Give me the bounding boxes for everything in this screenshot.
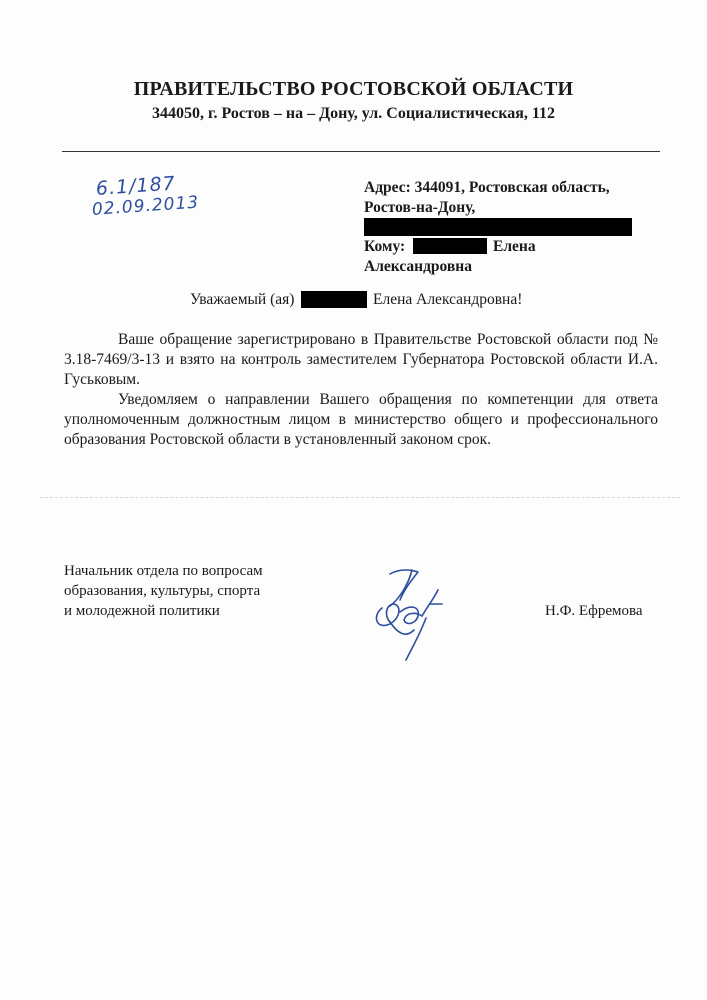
- signatory-position-line2: образования, культуры, спорта: [64, 583, 261, 599]
- redaction-address: [364, 218, 632, 236]
- recipient-first-name: Елена: [493, 238, 536, 255]
- header-title: ПРАВИТЕЛЬСТВО РОСТОВСКОЙ ОБЛАСТИ: [133, 78, 574, 100]
- recipient-address-line2: Ростов-на-Дону,: [364, 199, 476, 216]
- registration-date: 02.09.2013: [91, 192, 200, 220]
- letter-body: [64, 330, 658, 450]
- registration-number: 6.1/187: [95, 172, 177, 200]
- signatory-name: Н.Ф. Ефремова: [545, 603, 643, 619]
- redaction-surname: [413, 238, 487, 254]
- signatory-position: [64, 561, 263, 621]
- recipient-to-label: Кому:: [364, 238, 406, 255]
- header-divider: [62, 151, 660, 152]
- body-paragraph-2: Уведомляем о направлении Вашего обращения по компетенции для ответа уполномоченным должностным лицом в министерство общего и профессионального образования Ростовской области в установленный законом срок.: [64, 391, 658, 448]
- salutation-suffix: Елена Александровна!: [373, 291, 523, 308]
- body-paragraph-1: Ваше обращение зарегистрировано в Правительстве Ростовской области под № 3.18-7469/3-13 и взято на контроль заместителем Губернатора Ростовской области И.А. Гуськовым.: [64, 331, 658, 388]
- signatory-position-line1: Начальник отдела по вопросам: [64, 563, 263, 579]
- signatory-position-line3: и молодежной политики: [64, 603, 220, 619]
- redaction-salutation-surname: [301, 291, 367, 308]
- paper-fold-line: [40, 497, 680, 498]
- handwritten-signature: [360, 560, 470, 670]
- recipient-address-line1: Адрес: 344091, Ростовская область,: [364, 179, 610, 196]
- salutation-prefix: Уважаемый (ая): [190, 291, 295, 308]
- header-address: 344050, г. Ростов – на – Дону, ул. Социалистическая, 112: [152, 105, 555, 122]
- recipient-patronymic: Александровна: [364, 258, 472, 275]
